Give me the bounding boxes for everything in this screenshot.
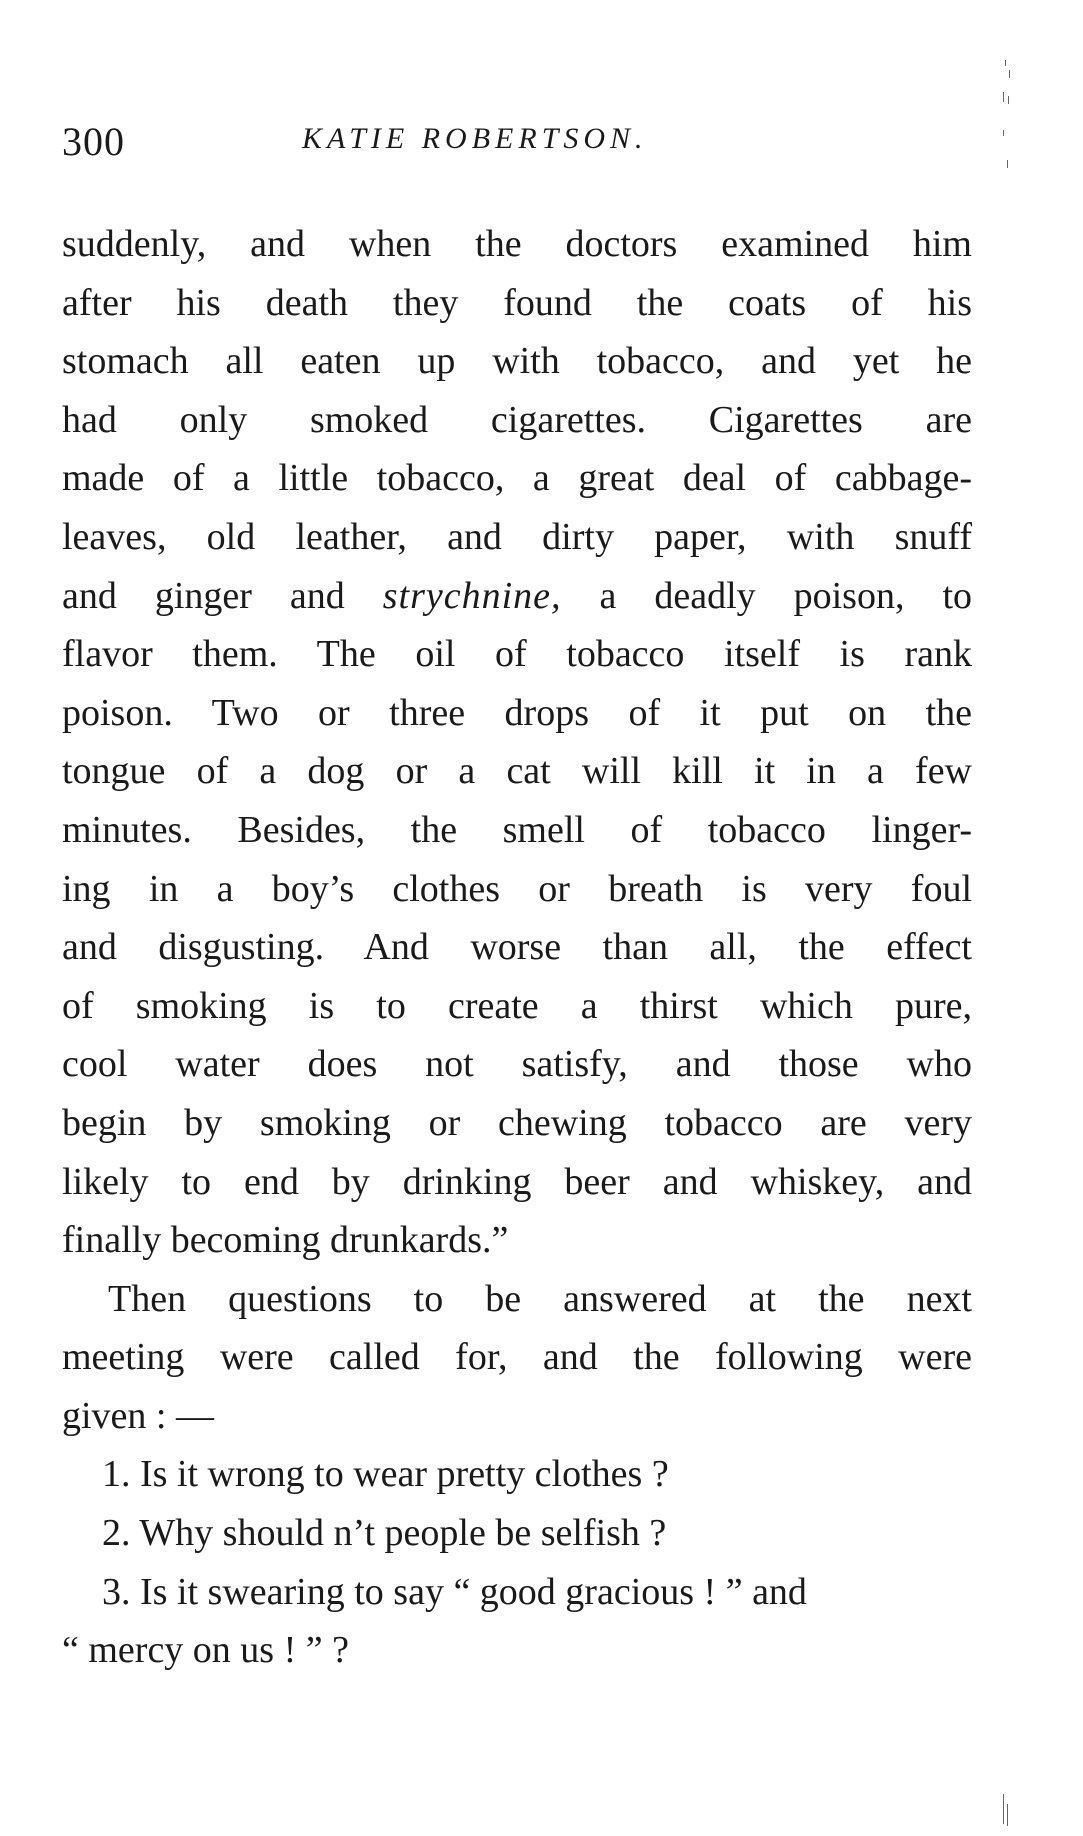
text-line: minutes. Besides, the smell of tobacco linger- (62, 808, 972, 851)
text-line: and disgusting. And worse than all, the effect (62, 926, 972, 969)
text-line: given : — (62, 1394, 214, 1437)
question-item: 2. Why should n’t people be selfish ? (102, 1512, 667, 1555)
text-line: poison. Two or three drops of it put on the (62, 691, 972, 734)
italic-term: strychnine, (382, 574, 562, 617)
text-line: meeting were called for, and the following were (62, 1336, 972, 1379)
text-line: made of a little tobacco, a great deal of cabbage- (62, 457, 972, 500)
text-line: tongue of a dog or a cat will kill it in a few (62, 750, 972, 793)
text-line: cool water does not satisfy, and those who (62, 1043, 972, 1086)
text-line: finally becoming drunkards.” (62, 1219, 509, 1262)
text-line: suddenly, and when the doctors examined him (62, 223, 972, 265)
question-item: 3. Is it swearing to say “ good gracious ! ” and (102, 1570, 807, 1613)
text-segment: and ginger and (62, 574, 383, 617)
text-line: flavor them. The oil of tobacco itself is rank (62, 633, 972, 676)
margin-scan-marks (1003, 60, 1013, 200)
running-title: KATIE ROBERTSON. (302, 122, 648, 155)
bottom-scan-marks (1003, 1794, 1013, 1828)
text-line: Then questions to be answered at the next (108, 1277, 972, 1320)
text-line: leaves, old leather, and dirty paper, with snuff (62, 515, 972, 558)
text-line: begin by smoking or chewing tobacco are very (62, 1101, 972, 1144)
page-number: 300 (62, 119, 125, 164)
text-segment: a deadly poison, to (561, 574, 973, 617)
body-text (62, 215, 972, 1680)
question-item: 1. Is it wrong to wear pretty clothes ? (102, 1453, 669, 1496)
text-line: ing in a boy’s clothes or breath is very foul (62, 867, 972, 910)
text-line: of smoking is to create a thirst which pure, (62, 984, 972, 1027)
page-header (62, 118, 982, 168)
text-line: stomach all eaten up with tobacco, and yet he (62, 340, 972, 383)
text-line: likely to end by drinking beer and whiskey, and (62, 1160, 972, 1203)
text-line: had only smoked cigarettes. Cigarettes are (62, 398, 972, 441)
text-line (62, 567, 972, 626)
text-line: “ mercy on us ! ” ? (62, 1629, 349, 1672)
text-line: after his death they found the coats of his (62, 281, 972, 324)
